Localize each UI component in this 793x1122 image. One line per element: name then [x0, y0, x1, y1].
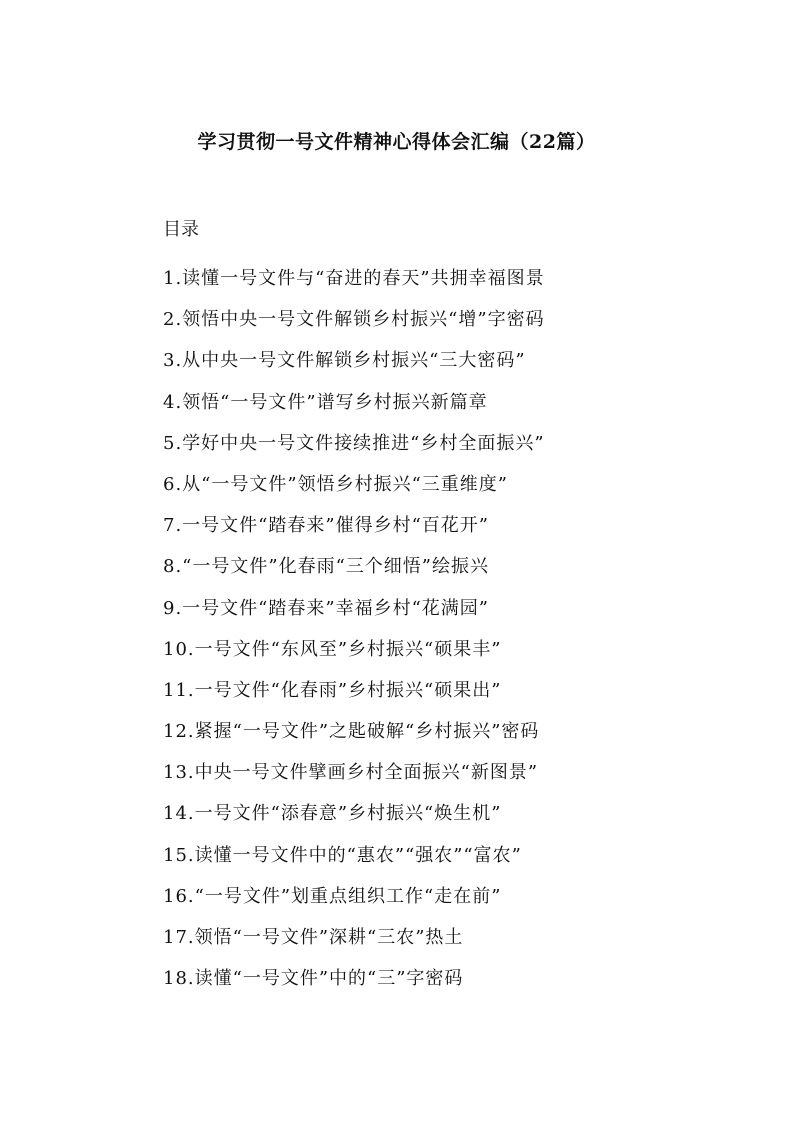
toc-item: 18.读懂“一号文件”中的“三”字密码 — [163, 968, 464, 990]
toc-item: 12.紧握“一号文件”之匙破解“乡村振兴”密码 — [163, 721, 540, 743]
toc-item: 2.领悟中央一号文件解锁乡村振兴“增”字密码 — [163, 309, 545, 331]
toc-item: 1.读懂一号文件与“奋进的春天”共拥幸福图景 — [163, 268, 545, 289]
toc-item: 5.学好中央一号文件接续推进“乡村全面振兴” — [163, 432, 545, 454]
toc-heading: 目录 — [163, 219, 199, 240]
toc-item: 14.一号文件“添春意”乡村振兴“焕生机” — [163, 803, 502, 825]
document-title: 学习贯彻一号文件精神心得体会汇编（22篇） — [197, 131, 596, 153]
toc-item: 15.读懂一号文件中的“惠农”“强农”“富农” — [163, 844, 522, 866]
toc-item: 11.一号文件“化春雨”乡村振兴“硕果出” — [163, 679, 502, 701]
toc-item: 3.从中央一号文件解锁乡村振兴“三大密码” — [163, 350, 526, 372]
toc-item: 8.“一号文件”化春雨“三个细悟”绘振兴 — [163, 556, 489, 578]
toc-item: 9.一号文件“踏春来”幸福乡村“花满园” — [163, 597, 489, 619]
toc-item: 7.一号文件“踏春来”催得乡村“百花开” — [163, 515, 489, 537]
toc-list — [163, 258, 763, 999]
toc-item: 13.中央一号文件擘画乡村全面振兴“新图景” — [163, 762, 539, 784]
toc-item: 16.“一号文件”划重点组织工作“走在前” — [163, 885, 502, 907]
toc-item: 17.领悟“一号文件”深耕“三农”热土 — [163, 927, 464, 948]
toc-item: 10.一号文件“东风至”乡村振兴“硕果丰” — [163, 638, 502, 660]
toc-item: 6.从“一号文件”领悟乡村振兴“三重维度” — [163, 473, 508, 495]
toc-item: 4.领悟“一号文件”谱写乡村振兴新篇章 — [163, 391, 488, 413]
